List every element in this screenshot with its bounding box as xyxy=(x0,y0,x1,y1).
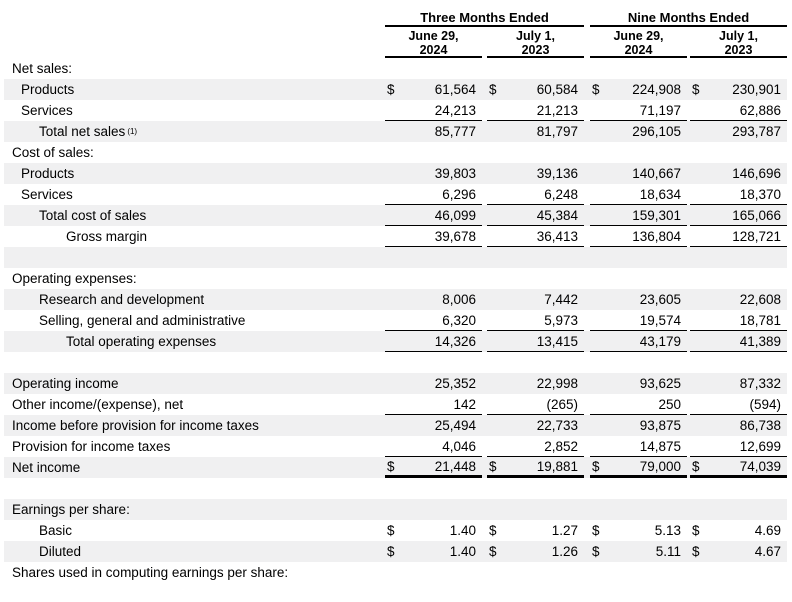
value-cell xyxy=(590,520,687,541)
value: 230,901 xyxy=(732,82,781,97)
table-row xyxy=(4,394,787,415)
value: 22,998 xyxy=(536,376,578,391)
value-cell xyxy=(385,163,482,184)
row-label: Operating income xyxy=(12,376,119,391)
value-cell xyxy=(385,205,482,226)
value: 146,696 xyxy=(732,166,781,181)
dollar-sign: $ xyxy=(692,458,700,474)
value-cell xyxy=(487,205,584,226)
value: 14,875 xyxy=(639,438,681,454)
clipped-table-row xyxy=(4,562,787,583)
dollar-sign: $ xyxy=(489,458,497,474)
value-cell xyxy=(487,79,584,100)
table-row xyxy=(4,142,787,163)
dollar-sign: $ xyxy=(387,82,395,97)
row-label: Net income xyxy=(12,460,81,475)
value-cell xyxy=(487,541,584,562)
label-column-spacer xyxy=(4,10,385,27)
date-line: 2024 xyxy=(419,42,448,57)
value: 60,584 xyxy=(536,82,578,97)
value-cell xyxy=(487,394,584,415)
row-label: Basic xyxy=(39,523,73,538)
value-cell xyxy=(590,457,687,478)
dollar-sign: $ xyxy=(489,523,497,538)
value-cell xyxy=(487,436,584,457)
value-cell xyxy=(690,205,787,226)
value-cell xyxy=(590,184,687,205)
date-header-row xyxy=(4,29,787,58)
table-row xyxy=(4,541,787,562)
table-row xyxy=(4,58,787,79)
table-row xyxy=(4,79,787,100)
value: 5,973 xyxy=(544,312,578,328)
table-row xyxy=(4,520,787,541)
table-row xyxy=(4,100,787,121)
value: 224,908 xyxy=(632,82,681,97)
row-label: Selling, general and administrative xyxy=(39,313,246,328)
row-label: Products xyxy=(21,166,75,181)
table-row xyxy=(4,289,787,310)
value: 159,301 xyxy=(632,207,681,223)
value-cell xyxy=(590,394,687,415)
value-cell xyxy=(385,226,482,247)
value-cell xyxy=(385,520,482,541)
value-cell xyxy=(487,100,584,121)
table-row xyxy=(4,226,787,247)
table-row xyxy=(4,121,787,142)
value-cell xyxy=(590,289,687,310)
value: 93,625 xyxy=(639,376,681,391)
table-row xyxy=(4,205,787,226)
value: 39,678 xyxy=(434,228,476,244)
value-cell xyxy=(690,436,787,457)
value: 1.40 xyxy=(449,523,476,538)
row-label: Earnings per share: xyxy=(12,502,130,517)
value-cell xyxy=(590,541,687,562)
row-label: Income before provision for income taxes xyxy=(12,418,259,433)
value-cell xyxy=(487,289,584,310)
value: 12,699 xyxy=(739,438,781,454)
value: 6,296 xyxy=(442,186,476,202)
row-label xyxy=(4,247,385,268)
value: 61,564 xyxy=(434,82,476,97)
value-cell xyxy=(487,415,584,436)
col-header-three-months-2024 xyxy=(385,29,482,58)
label-column-spacer xyxy=(4,29,385,58)
dollar-sign: $ xyxy=(592,82,600,97)
value-cell xyxy=(590,205,687,226)
row-label xyxy=(4,352,385,373)
value-cell xyxy=(487,310,584,331)
dollar-sign: $ xyxy=(692,544,700,559)
value-cell xyxy=(690,373,787,394)
col-header-three-months-2023 xyxy=(487,29,584,58)
value-cell xyxy=(690,79,787,100)
value-cell xyxy=(385,457,482,478)
value-cell xyxy=(590,310,687,331)
value: 1.40 xyxy=(449,544,476,559)
value-cell xyxy=(690,121,787,142)
col-header-nine-months-2023 xyxy=(690,29,787,58)
value: 19,881 xyxy=(536,458,578,474)
value-cell xyxy=(385,121,482,142)
value: 1.26 xyxy=(551,544,578,559)
value: 6,248 xyxy=(544,186,578,202)
value: 136,804 xyxy=(632,228,681,244)
date-line: 2023 xyxy=(724,42,753,57)
value: 43,179 xyxy=(639,333,681,349)
value: 8,006 xyxy=(442,292,476,307)
value: 4.69 xyxy=(754,523,781,538)
table-row xyxy=(4,436,787,457)
value-cell xyxy=(590,436,687,457)
value: 74,039 xyxy=(739,458,781,474)
value-cell xyxy=(590,226,687,247)
value-cell xyxy=(385,394,482,415)
value: 2,852 xyxy=(544,438,578,454)
value: 4,046 xyxy=(442,438,476,454)
row-label: Other income/(expense), net xyxy=(12,397,184,412)
table-row xyxy=(4,268,787,289)
value-cell xyxy=(385,331,482,352)
value: 93,875 xyxy=(639,418,681,433)
spacer-row xyxy=(4,352,787,373)
dollar-sign: $ xyxy=(387,523,395,538)
value: 41,389 xyxy=(739,333,781,349)
value-cell xyxy=(690,541,787,562)
value-cell xyxy=(385,373,482,394)
table-row xyxy=(4,373,787,394)
value-cell xyxy=(385,100,482,121)
value: 18,634 xyxy=(639,186,681,202)
value-cell xyxy=(690,100,787,121)
value-cell xyxy=(487,520,584,541)
value-cell xyxy=(690,184,787,205)
value: 45,384 xyxy=(536,207,578,223)
value: 24,213 xyxy=(434,102,476,118)
period-group-header-row xyxy=(4,10,787,27)
value: 87,332 xyxy=(739,376,781,391)
table-row xyxy=(4,184,787,205)
dollar-sign: $ xyxy=(592,523,600,538)
row-label: Provision for income taxes xyxy=(12,439,171,454)
value: 13,415 xyxy=(536,333,578,349)
value: 4.67 xyxy=(754,544,781,559)
date-line: June 29, xyxy=(613,29,664,43)
value-cell xyxy=(590,331,687,352)
value: 6,320 xyxy=(442,312,476,328)
value: 39,136 xyxy=(536,166,578,181)
row-label: Products xyxy=(21,82,75,97)
value: 293,787 xyxy=(732,124,781,139)
value-cell xyxy=(385,289,482,310)
row-label: Total net sales (1) xyxy=(39,124,138,139)
dollar-sign: $ xyxy=(489,544,497,559)
value-cell xyxy=(590,373,687,394)
row-label: Total cost of sales xyxy=(39,208,147,223)
value-cell xyxy=(385,184,482,205)
date-line: 2024 xyxy=(624,42,653,57)
value-cell xyxy=(487,184,584,205)
value: 296,105 xyxy=(632,124,681,139)
row-label: Research and development xyxy=(39,292,205,307)
value: (594) xyxy=(749,396,781,412)
value-cell xyxy=(590,121,687,142)
value: 22,608 xyxy=(739,292,781,307)
value: 25,494 xyxy=(434,418,476,433)
value-cell xyxy=(690,394,787,415)
dollar-sign: $ xyxy=(692,82,700,97)
dollar-sign: $ xyxy=(387,544,395,559)
table-row xyxy=(4,415,787,436)
value: 22,733 xyxy=(536,418,578,433)
date-line: 2023 xyxy=(521,42,550,57)
value: 5.13 xyxy=(654,523,681,538)
value: 21,448 xyxy=(434,458,476,474)
value-cell xyxy=(487,373,584,394)
row-label: Shares used in computing earnings per share: xyxy=(12,565,289,580)
row-label: Gross margin xyxy=(66,229,148,244)
value: 86,738 xyxy=(739,418,781,433)
value-cell xyxy=(487,331,584,352)
value-cell xyxy=(385,79,482,100)
col-group-nine-months-ended xyxy=(590,10,787,27)
value: 18,370 xyxy=(739,186,781,202)
value: 250 xyxy=(658,396,681,412)
dollar-sign: $ xyxy=(592,544,600,559)
value-cell xyxy=(385,415,482,436)
value: 36,413 xyxy=(536,228,578,244)
value: 71,197 xyxy=(639,102,681,118)
value: 7,442 xyxy=(544,292,578,307)
row-label: Services xyxy=(21,187,73,202)
row-label: Total operating expenses xyxy=(66,334,217,349)
value-cell xyxy=(385,310,482,331)
value-cell xyxy=(590,100,687,121)
table-row xyxy=(4,457,787,478)
value-cell xyxy=(487,121,584,142)
table-body xyxy=(4,58,787,562)
row-label: Cost of sales: xyxy=(12,145,94,160)
table-row xyxy=(4,310,787,331)
value-cell xyxy=(590,79,687,100)
value: 46,099 xyxy=(434,207,476,223)
value-cell xyxy=(385,541,482,562)
value: 165,066 xyxy=(732,207,781,223)
value: 79,000 xyxy=(639,458,681,474)
spacer-row xyxy=(4,478,787,499)
value-cell xyxy=(385,436,482,457)
table-row xyxy=(4,163,787,184)
value: 140,667 xyxy=(632,166,681,181)
value: 23,605 xyxy=(639,292,681,307)
dollar-sign: $ xyxy=(592,458,600,474)
value-cell xyxy=(487,226,584,247)
value: 5.11 xyxy=(655,544,681,559)
date-line: July 1, xyxy=(719,29,758,43)
col-header-nine-months-2024 xyxy=(590,29,687,58)
table-row xyxy=(4,499,787,520)
col-group-three-months-ended xyxy=(385,10,584,27)
value-cell xyxy=(690,310,787,331)
value: 81,797 xyxy=(536,124,578,139)
value-cell xyxy=(690,331,787,352)
dollar-sign: $ xyxy=(489,82,497,97)
value: 25,352 xyxy=(434,376,476,391)
spacer-row xyxy=(4,247,787,268)
value: 1.27 xyxy=(551,523,578,538)
income-statement-table xyxy=(4,10,787,583)
col-group-label: Three Months Ended xyxy=(420,10,549,25)
value: (265) xyxy=(546,396,578,412)
value-cell xyxy=(690,163,787,184)
value: 21,213 xyxy=(536,102,578,118)
row-label: Operating expenses: xyxy=(12,271,137,286)
table-row xyxy=(4,331,787,352)
value-cell xyxy=(690,415,787,436)
value: 18,781 xyxy=(739,312,781,328)
row-label: Net sales: xyxy=(12,61,73,76)
value-cell xyxy=(690,457,787,478)
value-cell xyxy=(690,289,787,310)
value-cell xyxy=(487,163,584,184)
value: 19,574 xyxy=(639,312,681,328)
value-cell xyxy=(590,163,687,184)
date-line: July 1, xyxy=(516,29,555,43)
col-group-label: Nine Months Ended xyxy=(627,10,750,25)
value-cell xyxy=(590,415,687,436)
dollar-sign: $ xyxy=(692,523,700,538)
date-line: June 29, xyxy=(408,29,459,43)
row-label: Services xyxy=(21,103,73,118)
value: 39,803 xyxy=(434,166,476,181)
dollar-sign: $ xyxy=(387,458,395,474)
value: 128,721 xyxy=(732,228,781,244)
value-cell xyxy=(690,226,787,247)
value: 85,777 xyxy=(434,124,476,139)
value-cell xyxy=(690,520,787,541)
value: 14,326 xyxy=(434,333,476,349)
value-cell xyxy=(487,457,584,478)
value: 62,886 xyxy=(739,102,781,118)
value: 142 xyxy=(453,396,476,412)
row-label xyxy=(4,478,385,499)
row-label: Diluted xyxy=(39,544,82,559)
